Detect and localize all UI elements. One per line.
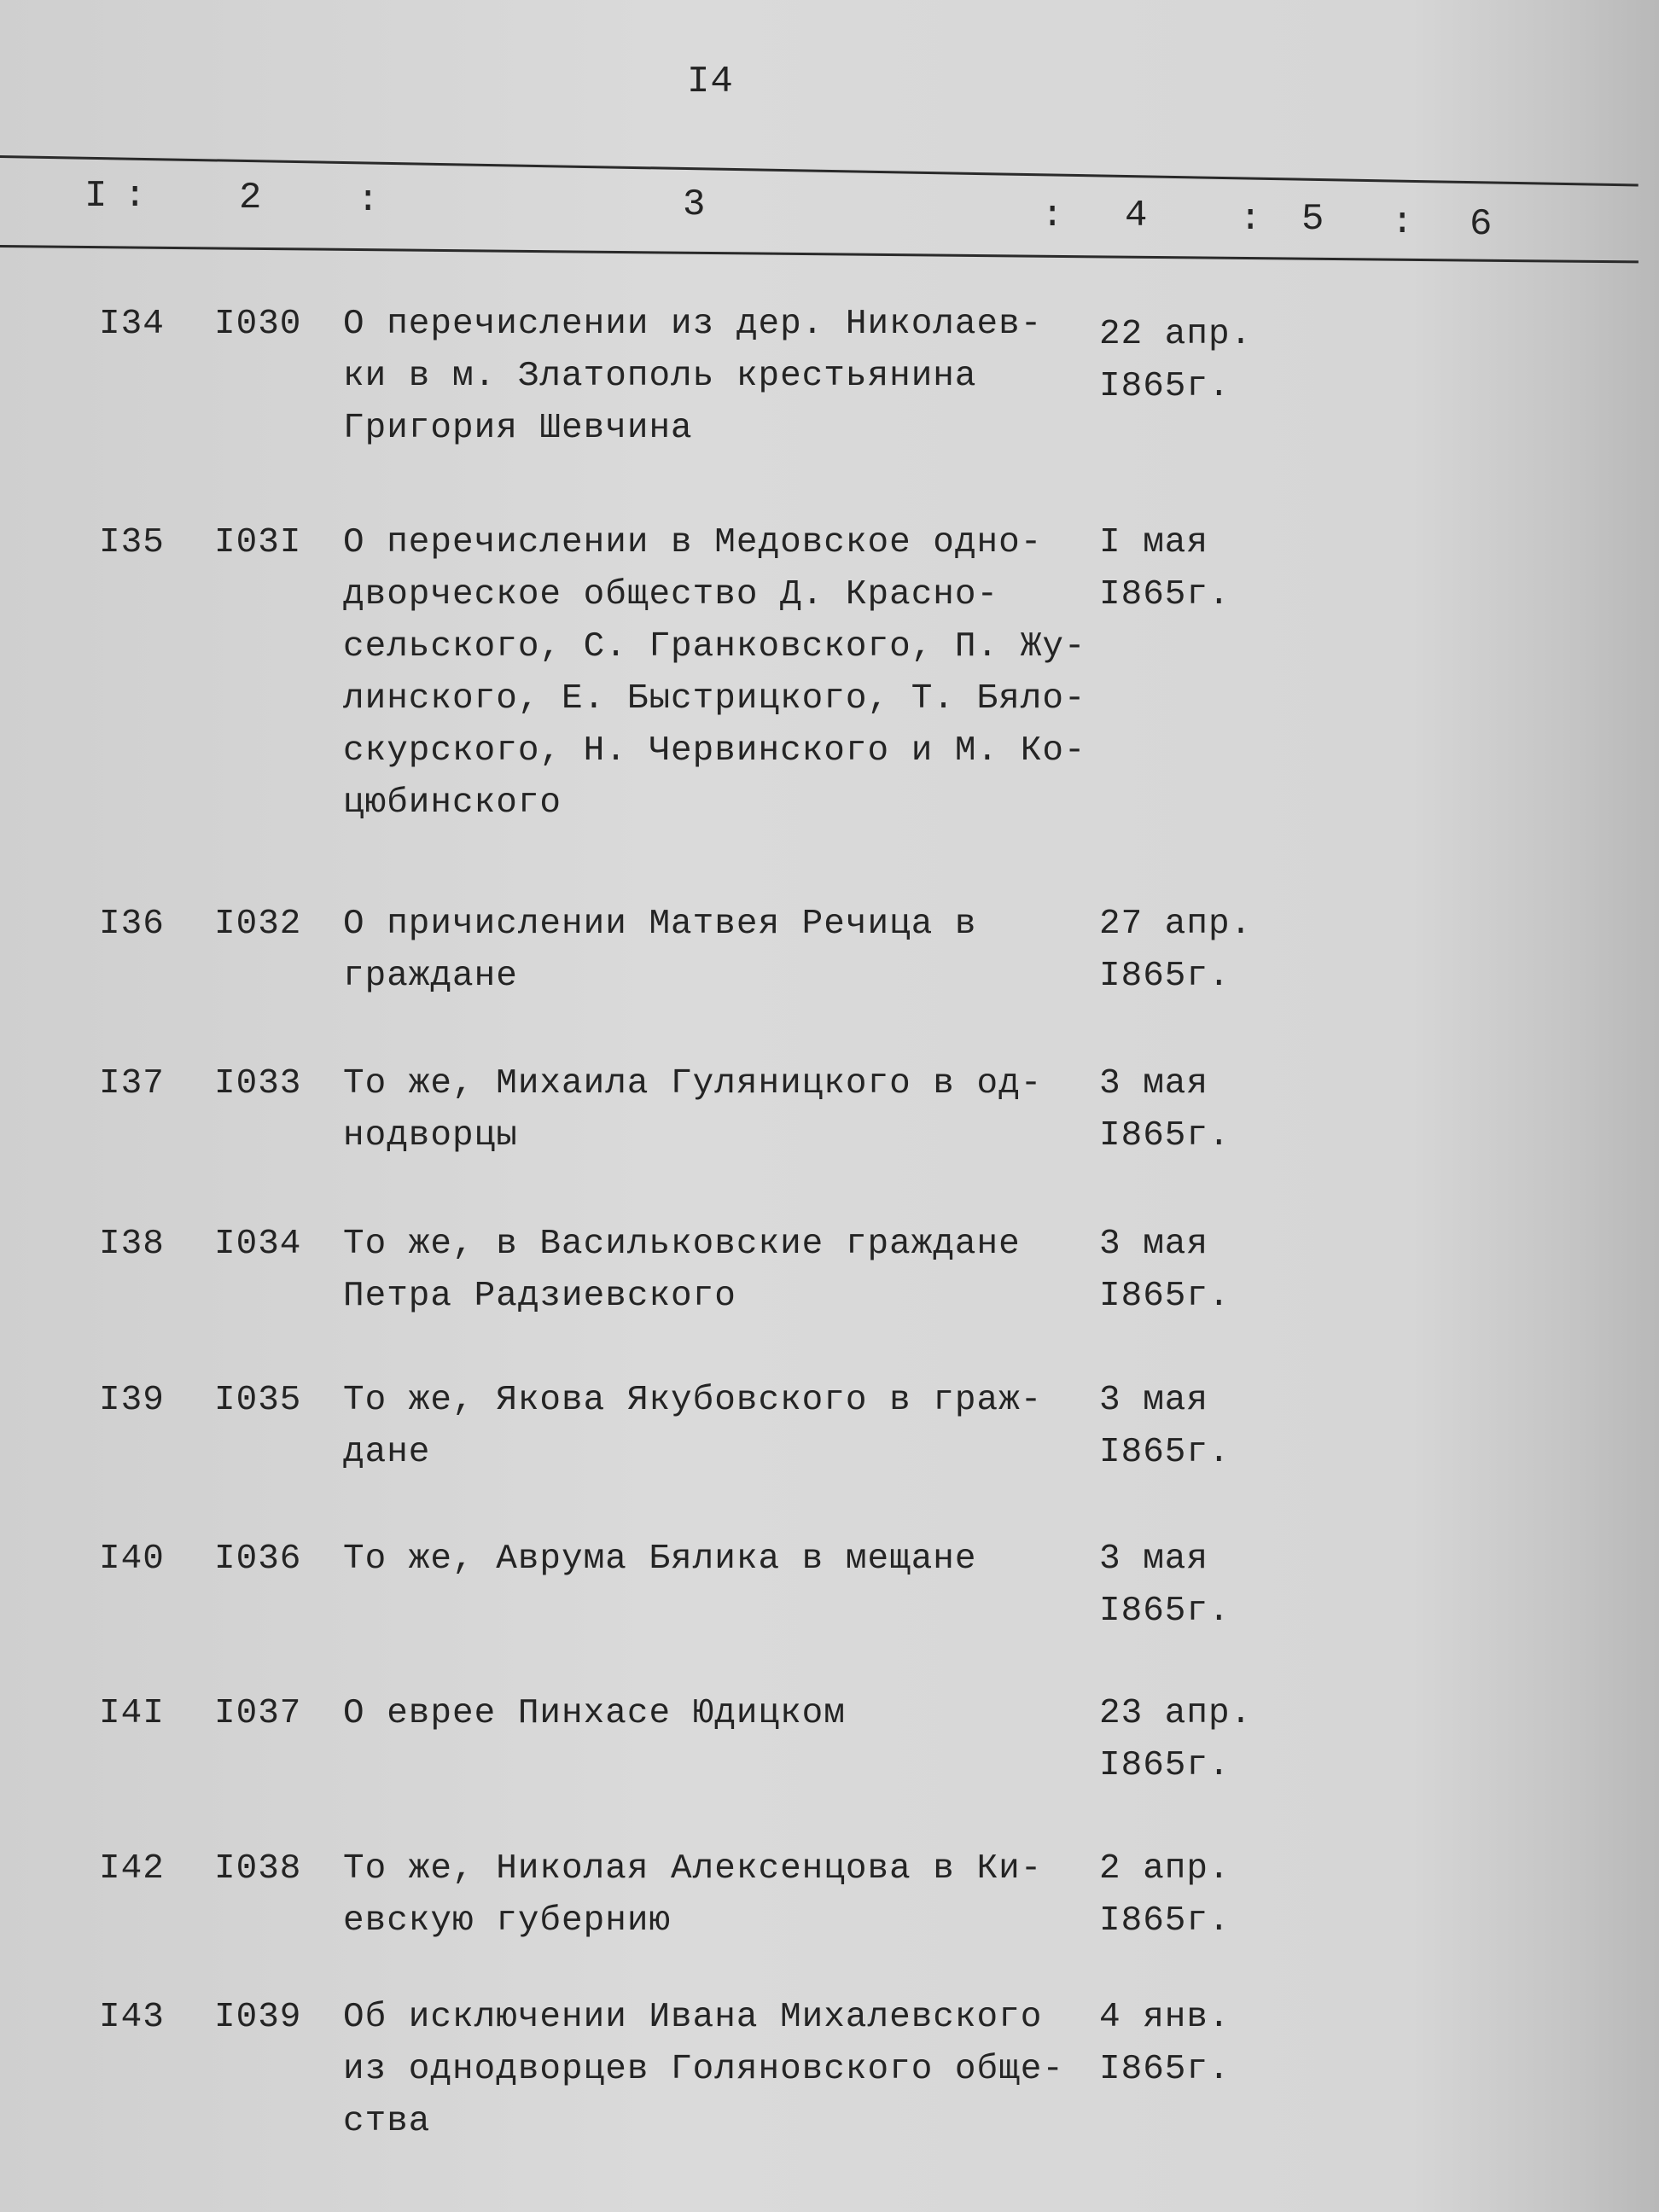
description-line: скурского, Н. Червинского и М. Ко- [343,731,1086,771]
date-line: 3 мая [1099,1064,1209,1103]
column-header-4: 4 [1125,195,1148,237]
description-line: О причислении Матвея Речица в [343,905,977,944]
description-line: Петра Радзиевского [343,1277,736,1316]
column-separator: : [1391,201,1414,244]
date-line: I865г. [1099,1901,1231,1941]
column-separator: : [1239,198,1262,241]
description-line: дворческое общество Д. Красно- [343,575,999,614]
column-separator: : [357,179,380,222]
date-line: I865г. [1099,1277,1231,1316]
date-line: 22 апр. [1099,315,1253,354]
entry-number: I37 [99,1064,165,1103]
description-line: дане [343,1433,431,1472]
description-line: То же, Аврума Бялика в мещане [343,1540,977,1579]
column-header-2: 2 [239,177,262,219]
entry-number: I40 [99,1540,165,1579]
entry-number: I4I [99,1694,165,1733]
date-line: 2 апр. [1099,1849,1231,1889]
file-number: I037 [214,1694,302,1733]
entry-number: I36 [99,905,165,944]
description-line: О еврее Пинхасе Юдицком [343,1694,846,1733]
description-line: Об исключении Ивана Михалевского [343,1998,1043,2037]
description-line: евскую губернию [343,1901,672,1941]
file-number: I036 [214,1540,302,1579]
description-line: линского, Е. Быстрицкого, Т. Бяло- [343,679,1086,719]
description-line: из однодворцев Голяновского обще- [343,2050,1064,2089]
description-line: Григория Шевчина [343,409,693,448]
column-header-3: 3 [683,183,706,226]
description-line: сельского, С. Гранковского, П. Жу- [343,627,1086,667]
description-line: То же, Михаила Гуляницкого в од- [343,1064,1043,1103]
entry-number: I38 [99,1225,165,1264]
date-line: 27 апр. [1099,905,1253,944]
column-header-1: I [84,175,108,218]
date-line: I865г. [1099,2050,1231,2089]
date-line: I865г. [1099,367,1231,406]
description-line: То же, Якова Якубовского в граж- [343,1381,1043,1420]
date-line: I865г. [1099,1592,1231,1631]
file-number: I033 [214,1064,302,1103]
description-line: нодворцы [343,1116,518,1155]
file-number: I030 [214,305,302,344]
date-line: I865г. [1099,1116,1231,1155]
description-line: граждане [343,957,518,996]
description-line: То же, Николая Алексенцова в Ки- [343,1849,1043,1889]
file-number: I032 [214,905,302,944]
date-line: 23 апр. [1099,1694,1253,1733]
date-line: 4 янв. [1099,1998,1231,2037]
description-line: цюбинского [343,783,562,823]
entry-number: I42 [99,1849,165,1889]
date-line: I865г. [1099,1746,1231,1785]
column-header-6: 6 [1470,203,1493,246]
date-line: I865г. [1099,957,1231,996]
entry-number: I39 [99,1381,165,1420]
date-line: I865г. [1099,1433,1231,1472]
description-line: То же, в Васильковские граждане [343,1225,1021,1264]
date-line: 3 мая [1099,1225,1209,1264]
description-line: О перечислении из дер. Николаев- [343,305,1043,344]
description-line: ки в м. Златополь крестьянина [343,357,977,396]
entry-number: I34 [99,305,165,344]
date-line: 3 мая [1099,1540,1209,1579]
description-line: ства [343,2102,431,2141]
column-separator: : [1041,195,1064,237]
date-line: 3 мая [1099,1381,1209,1420]
page-number: I4 [687,61,734,103]
file-number: I034 [214,1225,302,1264]
file-number: I03I [214,523,302,562]
description-line: О перечислении в Медовское одно- [343,523,1043,562]
column-header-5: 5 [1301,198,1324,241]
entry-number: I35 [99,523,165,562]
date-line: I865г. [1099,575,1231,614]
date-line: I мая [1099,523,1209,562]
file-number: I035 [214,1381,302,1420]
entry-number: I43 [99,1998,165,2037]
file-number: I039 [214,1998,302,2037]
header-bottom-rule [0,245,1639,263]
column-separator: : [124,175,147,218]
file-number: I038 [214,1849,302,1889]
